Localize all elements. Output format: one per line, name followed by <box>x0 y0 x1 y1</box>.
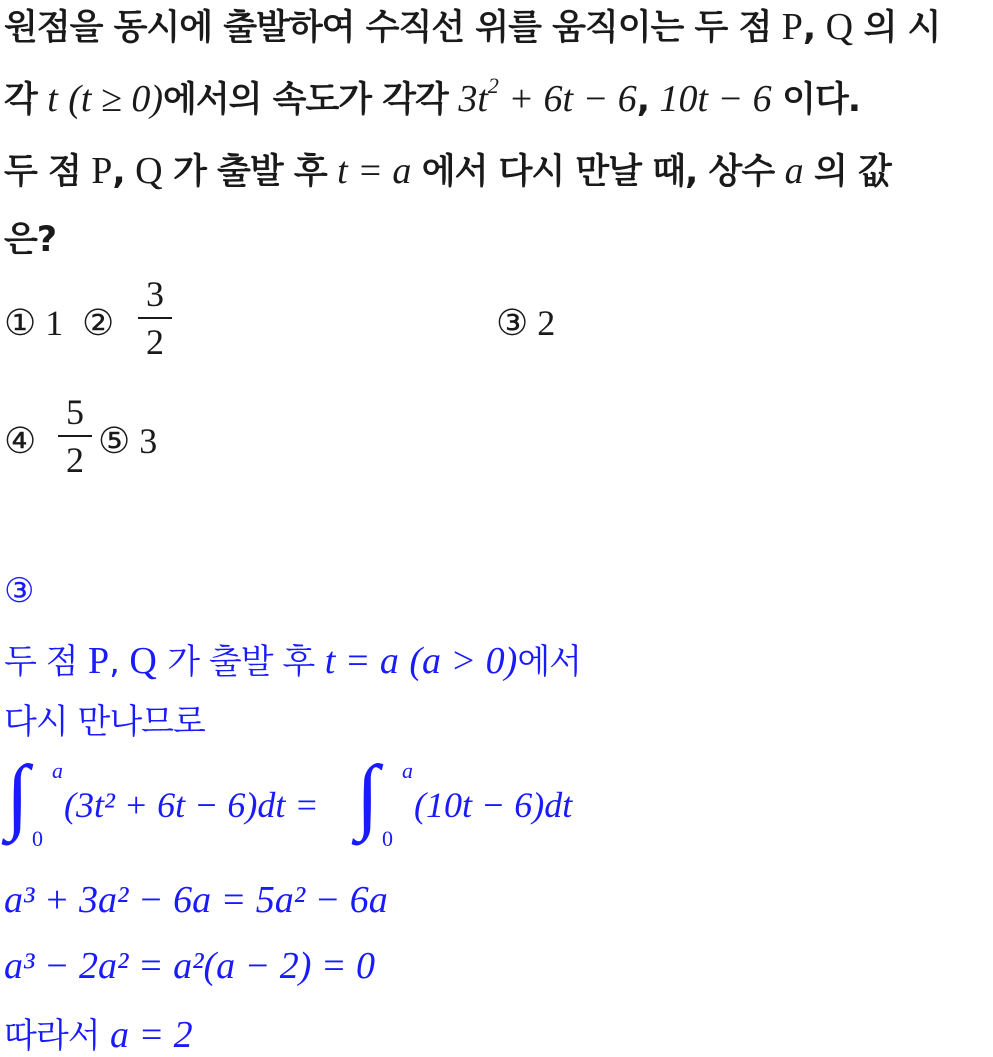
text: 이다. <box>782 80 861 120</box>
text: 의 값 <box>814 152 891 192</box>
choice-3[interactable]: ③ 2 <box>496 303 556 343</box>
fraction-denominator: 2 <box>66 440 84 480</box>
text: 가 출발 후 <box>167 642 315 682</box>
fraction-denominator: 2 <box>146 322 164 362</box>
velocity-p-exp: 2 <box>487 73 499 98</box>
text: 각 <box>4 80 37 120</box>
integrand-left: (3t² + 6t − 6)dt = <box>64 785 319 825</box>
comma: , <box>109 642 119 682</box>
text: 은? <box>4 220 57 260</box>
text: 에서 다시 만날 때, 상수 <box>421 152 775 192</box>
text: 가 출발 후 <box>173 152 327 192</box>
point-q: Q <box>129 640 157 682</box>
meet-time: t = a <box>324 640 399 682</box>
comma: , <box>802 8 816 48</box>
integral-equation <box>0 749 620 854</box>
choice-1[interactable]: ① 1 <box>4 303 64 343</box>
integral-sign-right: ∫ <box>356 749 380 842</box>
text: 에서의 속도가 각각 <box>163 80 448 120</box>
velocity-p-rest: + 6t − 6 <box>508 78 637 120</box>
lower-limit-right: 0 <box>382 826 393 851</box>
answer-mark <box>4 570 33 611</box>
text: 의 시 <box>863 8 941 48</box>
solution-eq-1 <box>4 878 388 922</box>
meet-time: t = a <box>337 150 412 192</box>
choice-2-mark[interactable]: ② <box>82 303 115 343</box>
var-a: a <box>784 150 804 192</box>
text: 다시 만나므로 <box>4 702 205 742</box>
choice-5[interactable]: ⑤ 3 <box>98 421 158 461</box>
problem-line-3 <box>4 144 891 194</box>
fraction-numerator: 5 <box>66 392 84 432</box>
velocity-q: 10t − 6 <box>659 78 772 120</box>
fraction-bar <box>138 317 172 319</box>
equation: a³ + 3a² − 6a = 5a² − 6a <box>4 879 388 921</box>
text: 원점을 동시에 출발하여 수직선 위를 움직이는 두 점 <box>4 8 772 48</box>
upper-limit-right: a <box>402 758 413 783</box>
problem-line-4 <box>4 212 56 262</box>
solution-line-1 <box>4 634 581 683</box>
fraction-numerator: 3 <box>146 274 164 314</box>
text: 에서 <box>517 642 582 682</box>
text: 두 점 <box>4 642 78 682</box>
problem-line-1 <box>4 0 940 50</box>
point-p: P <box>91 150 113 192</box>
fraction-bar <box>58 435 92 437</box>
final-answer: a = 2 <box>110 1014 193 1056</box>
solution-line-2 <box>4 694 205 743</box>
problem-line-2 <box>4 72 860 122</box>
point-q: Q <box>135 150 163 192</box>
answer: ③ <box>4 571 34 611</box>
condition: (a > 0) <box>409 640 518 682</box>
condition: (t ≥ 0) <box>68 78 164 120</box>
solution-eq-2 <box>4 944 375 988</box>
integral-sign-left: ∫ <box>6 749 30 842</box>
text: 두 점 <box>4 152 81 192</box>
velocity-p-base: 3t <box>458 78 488 120</box>
var-t: t <box>47 78 58 120</box>
point-p: P <box>781 6 803 48</box>
choice-2-fraction[interactable] <box>138 273 172 363</box>
choice-4-mark[interactable]: ④ <box>4 421 37 461</box>
integrand-right: (10t − 6)dt <box>414 785 573 825</box>
upper-limit-left: a <box>52 758 63 783</box>
comma: , <box>112 152 125 192</box>
point-p: P <box>87 640 110 682</box>
comma: , <box>636 80 650 120</box>
choice-4-fraction[interactable] <box>58 391 92 481</box>
text: 따라서 <box>4 1016 100 1056</box>
point-q: Q <box>825 6 854 48</box>
lower-limit-left: 0 <box>32 826 43 851</box>
velocity-p <box>458 73 637 120</box>
equation: a³ − 2a² = a²(a − 2) = 0 <box>4 945 376 987</box>
